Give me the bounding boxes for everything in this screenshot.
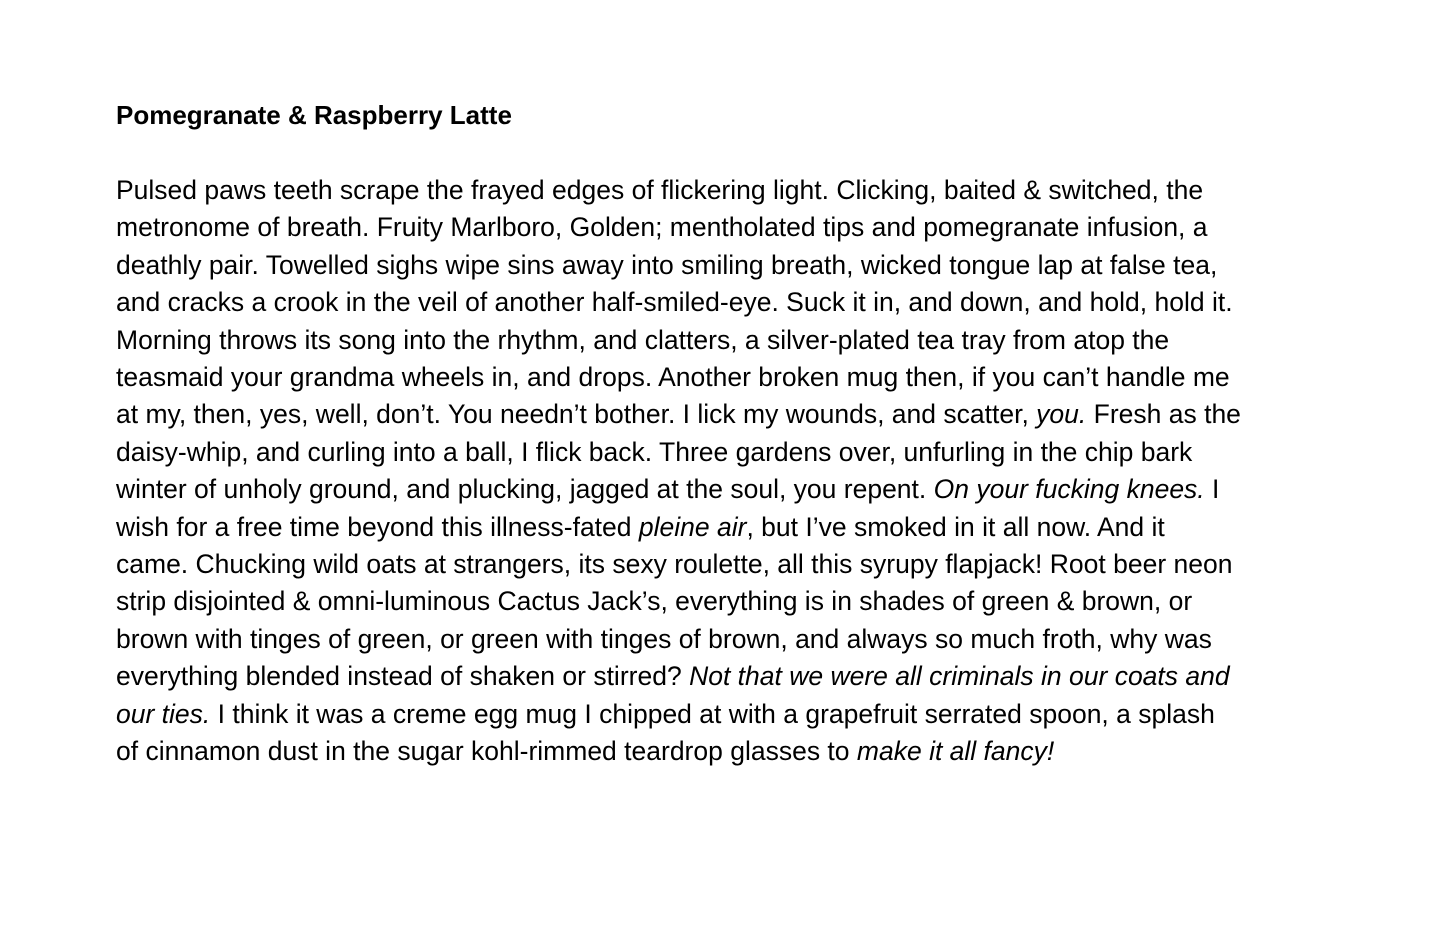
text-line [116, 471, 1326, 508]
document-page [116, 98, 1326, 767]
text-run: at my, then, yes, well, don’t. You needn’t bother. I lick my wounds, and scatter, [116, 399, 1037, 430]
text-run: Fresh as the [1086, 399, 1241, 430]
text-run: everything blended instead of shaken or stirred? [116, 661, 690, 692]
text-line [116, 172, 1326, 209]
document-title: Pomegranate & Raspberry Latte [116, 100, 512, 130]
italic-text-run: make it all fancy! [856, 736, 1055, 767]
text-run: teasmaid your grandma wheels in, and drops. Another broken mug then, if you can’t handle me [116, 362, 1230, 393]
text-run: and cracks a crook in the veil of another half-smiled-eye. Suck it in, and down, and hold, hold it. [116, 287, 1233, 318]
text-run: metronome of breath. Fruity Marlboro, Golden; mentholated tips and pomegranate infusion, a [116, 212, 1208, 243]
text-line [116, 621, 1326, 658]
text-line [116, 733, 1326, 770]
text-line [116, 658, 1326, 695]
text-line [116, 696, 1326, 733]
text-run: , but I’ve smoked in it all now. And it [746, 511, 1165, 542]
text-line [116, 583, 1326, 620]
text-run: wish for a free time beyond this illness-fated [116, 511, 639, 542]
text-run: strip disjointed & omni-luminous Cactus Jack’s, everything is in shades of green & brown, or [116, 586, 1193, 617]
italic-text-run: Not that we were all criminals in our coats and [689, 661, 1230, 692]
text-run: daisy-whip, and curling into a ball, I flick back. Three gardens over, unfurling in the chip bark [116, 436, 1193, 467]
italic-text-run: pleine air [638, 511, 747, 542]
text-run: of cinnamon dust in the sugar kohl-rimmed teardrop glasses to [116, 736, 857, 767]
text-line [116, 509, 1326, 546]
text-line [116, 247, 1326, 284]
text-run: Pulsed paws teeth scrape the frayed edges of flickering light. Clicking, baited & switched, the [116, 175, 1204, 205]
italic-text-run: you. [1036, 399, 1087, 430]
text-line [116, 434, 1326, 471]
text-run: winter of unholy ground, and plucking, jagged at the soul, you repent. [116, 474, 934, 505]
text-line [116, 396, 1326, 433]
text-run: I think it was a creme egg mug I chipped at with a grapefruit serrated spoon, a splash [210, 698, 1215, 729]
text-run: came. Chucking wild oats at strangers, its sexy roulette, all this syrupy flapjack! Root beer neon [116, 549, 1233, 580]
text-run: I [1204, 474, 1220, 505]
text-line [116, 209, 1326, 246]
text-line [116, 284, 1326, 321]
italic-text-run: our ties. [116, 698, 211, 729]
italic-text-run: On your fucking knees. [933, 474, 1205, 505]
body-paragraph [116, 172, 1326, 771]
text-run: deathly pair. Towelled sighs wipe sins away into smiling breath, wicked tongue lap at false tea, [116, 249, 1218, 280]
text-line [116, 359, 1326, 396]
text-line [116, 322, 1326, 359]
text-line [116, 546, 1326, 583]
text-run: brown with tinges of green, or green with tinges of brown, and always so much froth, why was [116, 623, 1212, 654]
text-run: Morning throws its song into the rhythm, and clatters, a silver-plated tea tray from atop the [116, 324, 1170, 355]
